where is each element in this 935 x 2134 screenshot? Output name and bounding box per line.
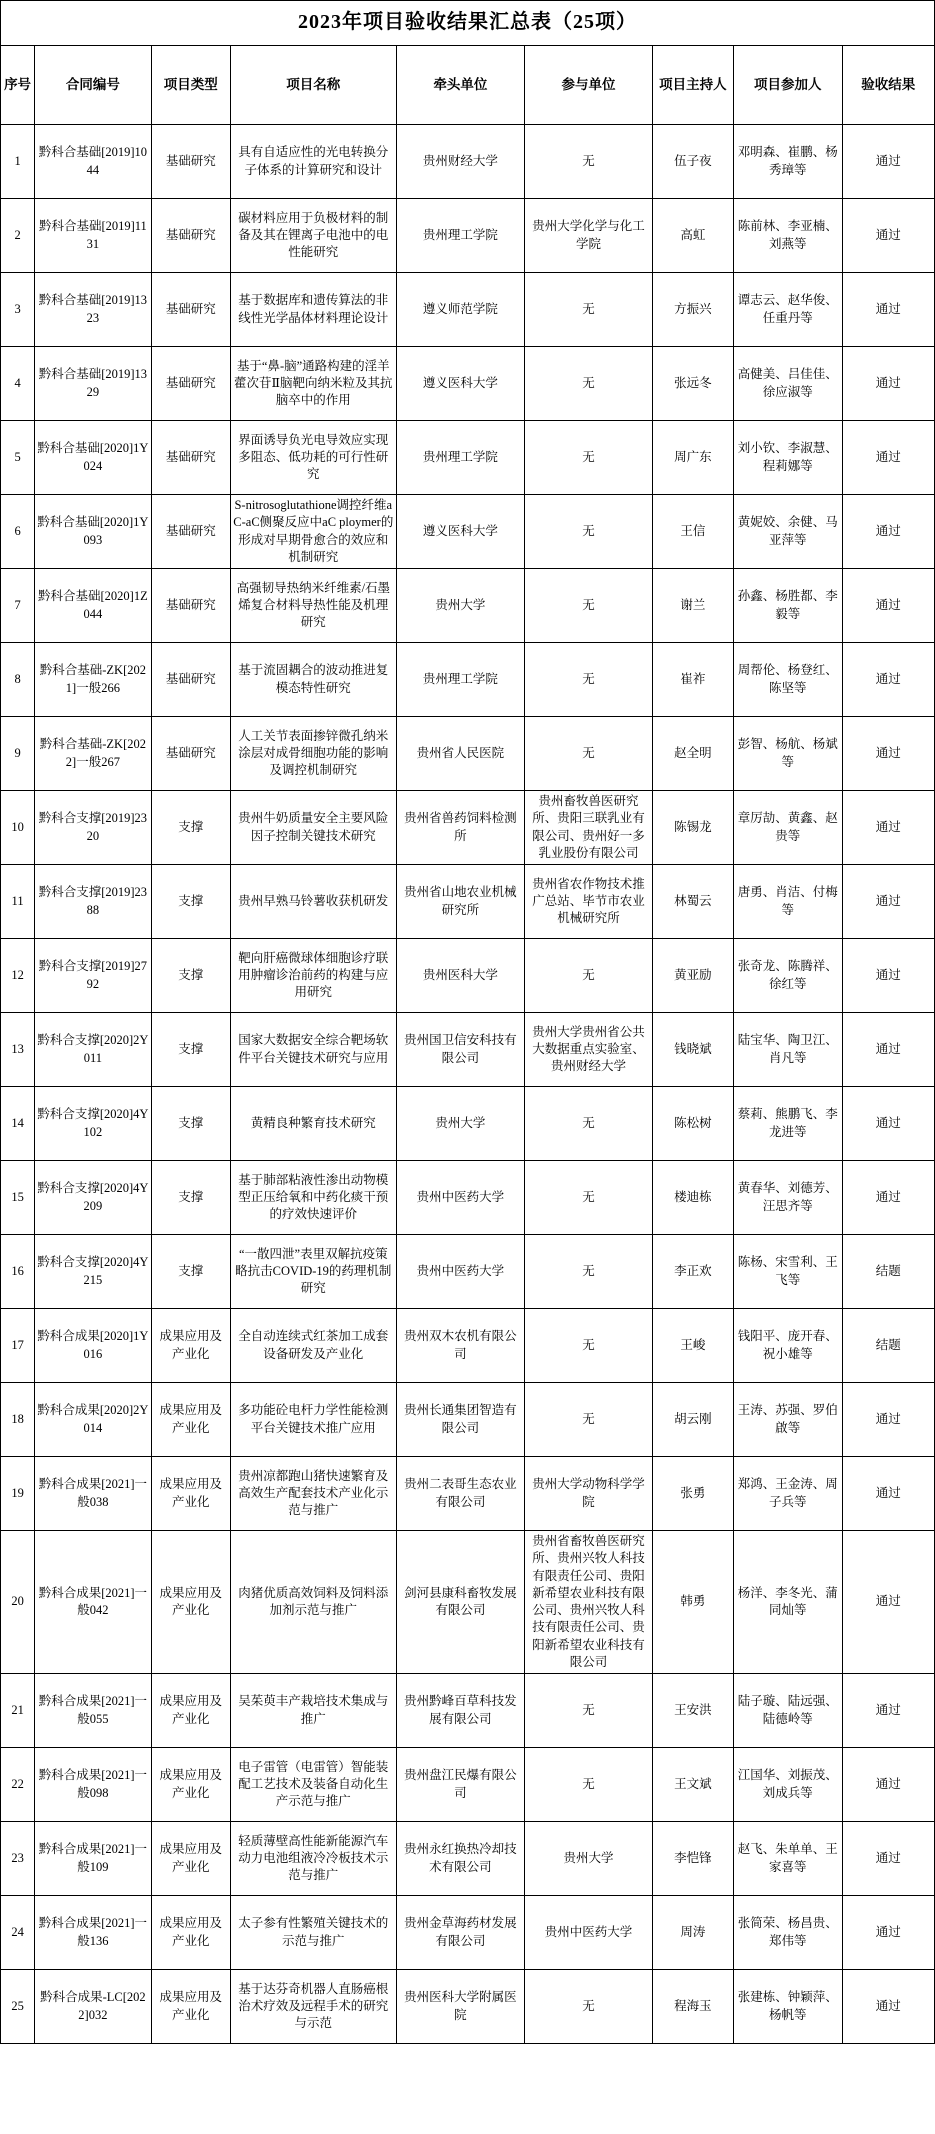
cell-partner: 无 (525, 1235, 653, 1309)
cell-name: 靶向肝癌微球体细胞诊疗联用肿瘤诊治前药的构建与应用研究 (230, 939, 396, 1013)
cell-participants: 王涛、苏强、罗伯啟等 (734, 1383, 842, 1457)
cell-partner: 贵州大学化学与化工学院 (525, 199, 653, 273)
cell-type: 基础研究 (151, 347, 230, 421)
cell-lead: 贵州省山地农业机械研究所 (396, 865, 525, 939)
cell-lead: 遵义医科大学 (396, 495, 525, 569)
cell-lead: 贵州长通集团智造有限公司 (396, 1383, 525, 1457)
cell-partner: 无 (525, 1748, 653, 1822)
cell-partner: 无 (525, 125, 653, 199)
cell-result: 通过 (842, 1383, 934, 1457)
cell-name: “一散四泄”表里双解抗疫策略抗击COVID-19的药理机制研究 (230, 1235, 396, 1309)
cell-contract: 黔科合基础-ZK[2022]一般267 (35, 717, 151, 791)
cell-participants: 钱阳平、庞开春、祝小雄等 (734, 1309, 842, 1383)
cell-partner: 贵州中医药大学 (525, 1896, 653, 1970)
cell-type: 基础研究 (151, 199, 230, 273)
cell-name: 贵州凉都跑山猪快速繁育及高效生产配套技术产业化示范与推广 (230, 1457, 396, 1531)
cell-index: 25 (1, 1970, 35, 2044)
cell-leader: 程海玉 (652, 1970, 733, 2044)
table-row (1, 1970, 935, 2044)
cell-index: 23 (1, 1822, 35, 1896)
cell-partner: 无 (525, 717, 653, 791)
cell-name: 基于数据库和遗传算法的非线性光学晶体材料理论设计 (230, 273, 396, 347)
cell-result: 通过 (842, 939, 934, 1013)
cell-index: 5 (1, 421, 35, 495)
cell-result: 通过 (842, 1013, 934, 1087)
cell-contract: 黔科合支撑[2019]2792 (35, 939, 151, 1013)
cell-participants: 周帮伦、杨登红、陈坚等 (734, 643, 842, 717)
cell-leader: 王峻 (652, 1309, 733, 1383)
cell-partner: 无 (525, 1087, 653, 1161)
cell-lead: 遵义师范学院 (396, 273, 525, 347)
cell-index: 24 (1, 1896, 35, 1970)
cell-lead: 贵州大学 (396, 1087, 525, 1161)
cell-leader: 谢兰 (652, 569, 733, 643)
cell-contract: 黔科合基础-ZK[2021]一般266 (35, 643, 151, 717)
cell-contract: 黔科合成果[2020]1Y016 (35, 1309, 151, 1383)
header-row (1, 46, 935, 125)
cell-contract: 黔科合成果[2021]一般136 (35, 1896, 151, 1970)
cell-contract: 黔科合支撑[2020]2Y011 (35, 1013, 151, 1087)
cell-index: 6 (1, 495, 35, 569)
cell-type: 成果应用及产业化 (151, 1674, 230, 1748)
cell-leader: 韩勇 (652, 1531, 733, 1674)
cell-contract: 黔科合基础[2020]1Y024 (35, 421, 151, 495)
column-header-lead: 牵头单位 (396, 46, 525, 125)
table-row (1, 717, 935, 791)
cell-partner: 贵州省农作物技术推广总站、毕节市农业机械研究所 (525, 865, 653, 939)
cell-contract: 黔科合支撑[2020]4Y215 (35, 1235, 151, 1309)
column-header-leader: 项目主持人 (652, 46, 733, 125)
cell-contract: 黔科合基础[2019]1131 (35, 199, 151, 273)
cell-name: 人工关节表面掺锌微孔纳米涂层对成骨细胞功能的影响及调控机制研究 (230, 717, 396, 791)
cell-participants: 陆子璇、陆远强、陆德岭等 (734, 1674, 842, 1748)
cell-result: 通过 (842, 421, 934, 495)
table-row (1, 347, 935, 421)
cell-index: 4 (1, 347, 35, 421)
cell-lead: 贵州盘江民爆有限公司 (396, 1748, 525, 1822)
cell-type: 成果应用及产业化 (151, 1383, 230, 1457)
cell-index: 18 (1, 1383, 35, 1457)
cell-result: 结题 (842, 1235, 934, 1309)
cell-name: 电子雷管（电雷管）智能装配工艺技术及装备自动化生产示范与推广 (230, 1748, 396, 1822)
column-header-name: 项目名称 (230, 46, 396, 125)
page-title: 2023年项目验收结果汇总表（25项） (1, 1, 935, 46)
cell-participants: 孙鑫、杨胜都、李毅等 (734, 569, 842, 643)
cell-lead: 贵州金草海药材发展有限公司 (396, 1896, 525, 1970)
cell-leader: 周涛 (652, 1896, 733, 1970)
cell-name: 具有自适应性的光电转换分子体系的计算研究和设计 (230, 125, 396, 199)
cell-index: 10 (1, 791, 35, 865)
cell-participants: 刘小钦、李淑慧、程莉娜等 (734, 421, 842, 495)
cell-partner: 贵州大学 (525, 1822, 653, 1896)
column-header-participants: 项目参加人 (734, 46, 842, 125)
table-row (1, 1674, 935, 1748)
cell-type: 成果应用及产业化 (151, 1822, 230, 1896)
cell-contract: 黔科合成果[2021]一般038 (35, 1457, 151, 1531)
cell-index: 17 (1, 1309, 35, 1383)
cell-result: 通过 (842, 1896, 934, 1970)
cell-index: 3 (1, 273, 35, 347)
cell-participants: 黄妮姣、余健、马亚萍等 (734, 495, 842, 569)
cell-leader: 张远冬 (652, 347, 733, 421)
cell-leader: 李正欢 (652, 1235, 733, 1309)
table-row (1, 1235, 935, 1309)
cell-name: 基于达芬奇机器人直肠癌根治术疗效及远程手术的研究与示范 (230, 1970, 396, 2044)
cell-index: 20 (1, 1531, 35, 1674)
cell-lead: 贵州理工学院 (396, 199, 525, 273)
table-row (1, 421, 935, 495)
cell-index: 13 (1, 1013, 35, 1087)
cell-name: 基于流固耦合的波动推进复模态特性研究 (230, 643, 396, 717)
cell-contract: 黔科合成果[2021]一般055 (35, 1674, 151, 1748)
cell-leader: 高虹 (652, 199, 733, 273)
cell-type: 基础研究 (151, 495, 230, 569)
cell-leader: 王安洪 (652, 1674, 733, 1748)
table-row (1, 1087, 935, 1161)
cell-type: 成果应用及产业化 (151, 1457, 230, 1531)
cell-participants: 章厉劼、黄鑫、赵贵等 (734, 791, 842, 865)
cell-name: 轻质薄壁高性能新能源汽车动力电池组液冷冷板技术示范与推广 (230, 1822, 396, 1896)
cell-partner: 贵州畜牧兽医研究所、贵阳三联乳业有限公司、贵州好一多乳业股份有限公司 (525, 791, 653, 865)
cell-index: 11 (1, 865, 35, 939)
column-header-contract: 合同编号 (35, 46, 151, 125)
cell-participants: 江国华、刘振茂、刘成兵等 (734, 1748, 842, 1822)
cell-participants: 杨洋、李冬光、蒲同灿等 (734, 1531, 842, 1674)
cell-participants: 谭志云、赵华俊、任重丹等 (734, 273, 842, 347)
cell-name: 贵州牛奶质量安全主要风险因子控制关键技术研究 (230, 791, 396, 865)
table-row (1, 125, 935, 199)
cell-leader: 周广东 (652, 421, 733, 495)
cell-result: 通过 (842, 1970, 934, 2044)
cell-partner: 无 (525, 273, 653, 347)
cell-result: 通过 (842, 199, 934, 273)
cell-index: 2 (1, 199, 35, 273)
cell-result: 通过 (842, 1748, 934, 1822)
cell-result: 通过 (842, 717, 934, 791)
cell-index: 16 (1, 1235, 35, 1309)
cell-result: 通过 (842, 1087, 934, 1161)
title-row (1, 1, 935, 46)
cell-participants: 张奇龙、陈腾祥、徐红等 (734, 939, 842, 1013)
cell-participants: 张简荣、杨昌贵、郑伟等 (734, 1896, 842, 1970)
table-row (1, 1161, 935, 1235)
cell-lead: 遵义医科大学 (396, 347, 525, 421)
cell-result: 结题 (842, 1309, 934, 1383)
cell-lead: 贵州二表哥生态农业有限公司 (396, 1457, 525, 1531)
cell-result: 通过 (842, 569, 934, 643)
column-header-type: 项目类型 (151, 46, 230, 125)
cell-contract: 黔科合成果[2021]一般042 (35, 1531, 151, 1674)
table-row (1, 1383, 935, 1457)
table-row (1, 1748, 935, 1822)
cell-partner: 无 (525, 347, 653, 421)
cell-name: 黄精良种繁育技术研究 (230, 1087, 396, 1161)
table-row (1, 199, 935, 273)
table-row (1, 569, 935, 643)
cell-participants: 陆宝华、陶卫江、肖凡等 (734, 1013, 842, 1087)
cell-type: 基础研究 (151, 569, 230, 643)
cell-index: 7 (1, 569, 35, 643)
cell-contract: 黔科合支撑[2020]4Y209 (35, 1161, 151, 1235)
cell-result: 通过 (842, 1457, 934, 1531)
cell-lead: 贵州医科大学附属医院 (396, 1970, 525, 2044)
cell-index: 1 (1, 125, 35, 199)
cell-type: 支撑 (151, 1013, 230, 1087)
table-row (1, 1896, 935, 1970)
cell-result: 通过 (842, 273, 934, 347)
cell-index: 14 (1, 1087, 35, 1161)
cell-lead: 剑河县康科畜牧发展有限公司 (396, 1531, 525, 1674)
cell-leader: 陈锡龙 (652, 791, 733, 865)
cell-partner: 无 (525, 1161, 653, 1235)
cell-result: 通过 (842, 1161, 934, 1235)
column-header-result: 验收结果 (842, 46, 934, 125)
table-body (1, 125, 935, 2044)
cell-result: 通过 (842, 865, 934, 939)
column-header-partner: 参与单位 (525, 46, 653, 125)
cell-leader: 林蜀云 (652, 865, 733, 939)
cell-name: 国家大数据安全综合靶场软件平台关键技术研究与应用 (230, 1013, 396, 1087)
cell-lead: 贵州省兽药饲料检测所 (396, 791, 525, 865)
cell-lead: 贵州大学 (396, 569, 525, 643)
cell-leader: 赵全明 (652, 717, 733, 791)
cell-lead: 贵州中医药大学 (396, 1161, 525, 1235)
cell-type: 支撑 (151, 791, 230, 865)
cell-index: 22 (1, 1748, 35, 1822)
cell-lead: 贵州永红换热冷却技术有限公司 (396, 1822, 525, 1896)
cell-participants: 郑鸿、王金涛、周子兵等 (734, 1457, 842, 1531)
cell-partner: 无 (525, 1674, 653, 1748)
cell-partner: 贵州省畜牧兽医研究所、贵州兴牧人科技有限责任公司、贵阳新希望农业科技有限公司、贵州兴牧人科技有限责任公司、贵阳新希望农业科技有限公司 (525, 1531, 653, 1674)
cell-leader: 黄亚励 (652, 939, 733, 1013)
cell-type: 成果应用及产业化 (151, 1896, 230, 1970)
cell-result: 通过 (842, 347, 934, 421)
cell-participants: 邓明森、崔鹏、杨秀璋等 (734, 125, 842, 199)
cell-partner: 贵州大学动物科学学院 (525, 1457, 653, 1531)
cell-index: 15 (1, 1161, 35, 1235)
cell-contract: 黔科合基础[2020]1Y093 (35, 495, 151, 569)
cell-partner: 无 (525, 495, 653, 569)
cell-participants: 彭智、杨航、杨斌等 (734, 717, 842, 791)
cell-leader: 方振兴 (652, 273, 733, 347)
cell-leader: 王信 (652, 495, 733, 569)
cell-name: 多功能砼电杆力学性能检测平台关键技术推广应用 (230, 1383, 396, 1457)
table-row (1, 1457, 935, 1531)
cell-leader: 钱晓斌 (652, 1013, 733, 1087)
cell-type: 支撑 (151, 1235, 230, 1309)
cell-contract: 黔科合支撑[2020]4Y102 (35, 1087, 151, 1161)
cell-leader: 胡云刚 (652, 1383, 733, 1457)
cell-result: 通过 (842, 1822, 934, 1896)
cell-contract: 黔科合成果[2021]一般098 (35, 1748, 151, 1822)
cell-type: 支撑 (151, 1087, 230, 1161)
cell-name: 全自动连续式红茶加工成套设备研发及产业化 (230, 1309, 396, 1383)
cell-contract: 黔科合基础[2019]1323 (35, 273, 151, 347)
table-row (1, 865, 935, 939)
cell-participants: 陈前林、李亚楠、刘燕等 (734, 199, 842, 273)
cell-participants: 黄春华、刘德芳、汪思齐等 (734, 1161, 842, 1235)
table-row (1, 791, 935, 865)
cell-type: 支撑 (151, 1161, 230, 1235)
cell-lead: 贵州中医药大学 (396, 1235, 525, 1309)
cell-contract: 黔科合成果[2020]2Y014 (35, 1383, 151, 1457)
cell-partner: 无 (525, 1970, 653, 2044)
cell-type: 支撑 (151, 865, 230, 939)
cell-name: 界面诱导负光电导效应实现多阻态、低功耗的可行性研究 (230, 421, 396, 495)
cell-name: 吴茱萸丰产栽培技术集成与推广 (230, 1674, 396, 1748)
cell-leader: 崔祚 (652, 643, 733, 717)
cell-index: 19 (1, 1457, 35, 1531)
cell-leader: 楼迪栋 (652, 1161, 733, 1235)
table-row (1, 643, 935, 717)
cell-name: 基于“鼻-脑”通路构建的淫羊藿次苷Ⅱ脑靶向纳米粒及其抗脑卒中的作用 (230, 347, 396, 421)
cell-type: 成果应用及产业化 (151, 1309, 230, 1383)
cell-result: 通过 (842, 495, 934, 569)
table-row (1, 495, 935, 569)
cell-partner: 无 (525, 569, 653, 643)
cell-participants: 唐勇、肖洁、付梅等 (734, 865, 842, 939)
cell-lead: 贵州双木农机有限公司 (396, 1309, 525, 1383)
cell-lead: 贵州省人民医院 (396, 717, 525, 791)
cell-name: 碳材料应用于负极材料的制备及其在锂离子电池中的电性能研究 (230, 199, 396, 273)
cell-contract: 黔科合基础[2020]1Z044 (35, 569, 151, 643)
table-row (1, 1531, 935, 1674)
cell-partner: 无 (525, 1309, 653, 1383)
cell-name: 贵州早熟马铃薯收获机研发 (230, 865, 396, 939)
cell-index: 21 (1, 1674, 35, 1748)
cell-type: 基础研究 (151, 421, 230, 495)
cell-leader: 陈松树 (652, 1087, 733, 1161)
cell-type: 成果应用及产业化 (151, 1748, 230, 1822)
cell-result: 通过 (842, 643, 934, 717)
cell-contract: 黔科合基础[2019]1044 (35, 125, 151, 199)
cell-type: 成果应用及产业化 (151, 1531, 230, 1674)
cell-type: 基础研究 (151, 125, 230, 199)
cell-name: 太子参有性繁殖关键技术的示范与推广 (230, 1896, 396, 1970)
cell-participants: 高健美、吕佳佳、徐应淑等 (734, 347, 842, 421)
cell-name: 基于肺部粘液性渗出动物模型正压给氧和中药化痰干预的疗效快速评价 (230, 1161, 396, 1235)
cell-type: 支撑 (151, 939, 230, 1013)
cell-leader: 张勇 (652, 1457, 733, 1531)
cell-type: 成果应用及产业化 (151, 1970, 230, 2044)
cell-name: 肉猪优质高效饲料及饲料添加剂示范与推广 (230, 1531, 396, 1674)
table-row (1, 1309, 935, 1383)
cell-type: 基础研究 (151, 717, 230, 791)
cell-leader: 伍子夜 (652, 125, 733, 199)
cell-partner: 贵州大学贵州省公共大数据重点实验室、贵州财经大学 (525, 1013, 653, 1087)
cell-partner: 无 (525, 1383, 653, 1457)
cell-partner: 无 (525, 939, 653, 1013)
cell-lead: 贵州国卫信安科技有限公司 (396, 1013, 525, 1087)
cell-lead: 贵州财经大学 (396, 125, 525, 199)
cell-index: 9 (1, 717, 35, 791)
table-row (1, 273, 935, 347)
cell-type: 基础研究 (151, 273, 230, 347)
cell-partner: 无 (525, 643, 653, 717)
cell-result: 通过 (842, 791, 934, 865)
cell-participants: 蔡莉、熊鹏飞、李龙进等 (734, 1087, 842, 1161)
cell-lead: 贵州理工学院 (396, 643, 525, 717)
column-header-index: 序号 (1, 46, 35, 125)
cell-result: 通过 (842, 1531, 934, 1674)
table-row (1, 1013, 935, 1087)
cell-leader: 李恺锋 (652, 1822, 733, 1896)
cell-contract: 黔科合基础[2019]1329 (35, 347, 151, 421)
cell-lead: 贵州理工学院 (396, 421, 525, 495)
cell-name: S-nitrosoglutathione调控纤维aC-aC侧聚反应中aC ploymer的形成对早期骨愈合的效应和机制研究 (230, 495, 396, 569)
cell-name: 高强韧导热纳米纤维素/石墨烯复合材料导热性能及机理研究 (230, 569, 396, 643)
table-row (1, 1822, 935, 1896)
cell-partner: 无 (525, 421, 653, 495)
cell-index: 12 (1, 939, 35, 1013)
cell-result: 通过 (842, 125, 934, 199)
cell-participants: 陈杨、宋雪利、王飞等 (734, 1235, 842, 1309)
cell-participants: 张建栋、钟颖萍、杨帆等 (734, 1970, 842, 2044)
cell-type: 基础研究 (151, 643, 230, 717)
cell-index: 8 (1, 643, 35, 717)
cell-contract: 黔科合成果[2021]一般109 (35, 1822, 151, 1896)
cell-lead: 贵州医科大学 (396, 939, 525, 1013)
cell-contract: 黔科合支撑[2019]2320 (35, 791, 151, 865)
table-row (1, 939, 935, 1013)
cell-contract: 黔科合成果-LC[2022]032 (35, 1970, 151, 2044)
cell-leader: 王文斌 (652, 1748, 733, 1822)
cell-result: 通过 (842, 1674, 934, 1748)
cell-contract: 黔科合支撑[2019]2388 (35, 865, 151, 939)
cell-participants: 赵飞、朱单单、王家喜等 (734, 1822, 842, 1896)
cell-lead: 贵州黔峰百草科技发展有限公司 (396, 1674, 525, 1748)
